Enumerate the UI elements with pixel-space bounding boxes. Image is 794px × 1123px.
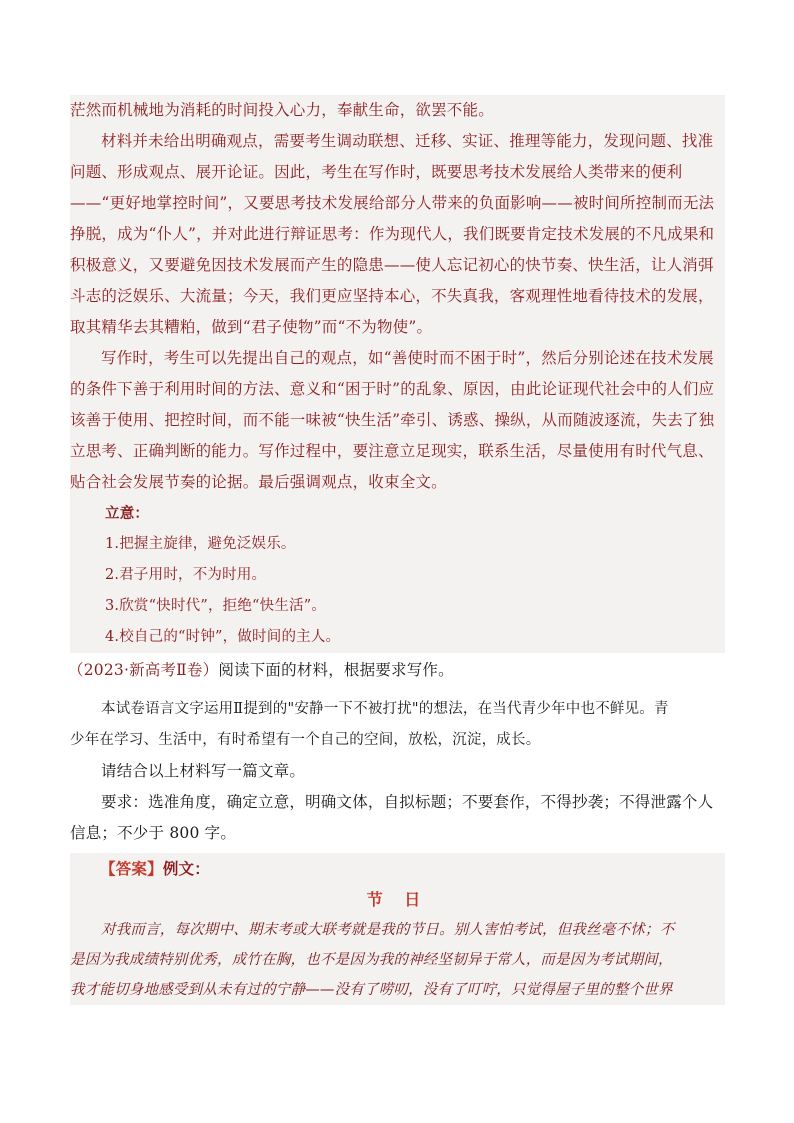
page-content bbox=[70, 95, 725, 1005]
question-intro: 阅读下面的材料，根据要求写作。 bbox=[218, 661, 454, 679]
analysis-line: 写作时，考生可以先提出自己的观点，如“善使时而不困于时”，然后分别论述在技术发展 bbox=[101, 349, 714, 367]
analysis-line: 挣脱，成为“仆人”，并对此进行辩证思考：作为现代人，我们既要肯定技术发展的不凡成果和 bbox=[70, 225, 715, 243]
intent-item: 4.校自己的“时钟”，做时间的主人。 bbox=[105, 629, 341, 645]
analysis-line: 的条件下善于利用时间的方法、意义和“困于时”的乱象、原因，由此论证现代社会中的人们应 bbox=[70, 380, 715, 398]
analysis-line: 斗志的泛娱乐、大流量；今天，我们更应坚持本心，不失真我，客观理性地看待技术的发展， bbox=[70, 287, 714, 305]
analysis-line: ——“更好地掌控时间”，又要思考技术发展给部分人带来的负面影响——被时间所控制而无法 bbox=[70, 194, 715, 212]
intent-item: 1.把握主旋律，避免泛娱乐。 bbox=[105, 536, 296, 552]
analysis-line: 材料并未给出明确观点，需要考生调动联想、迁移、实证、推理等能力，发现问题、找准 bbox=[101, 132, 714, 150]
essay-line: 我才能切身地感受到从未有过的宁静——没有了唠叨，没有了叮咛，只觉得屋子里的整个世界 bbox=[70, 982, 673, 998]
analysis-line: 该善于使用、把控时间，而不能一味被“快生活”牵引、诱惑、操纵，从而随波逐流，失去了独 bbox=[70, 411, 715, 429]
essay-title: 节 日 bbox=[366, 890, 429, 909]
analysis-section bbox=[70, 95, 725, 653]
intent-heading: 立意： bbox=[105, 505, 150, 522]
analysis-line: 立思考、正确判断的能力。写作过程中，要注意立足现实，联系生活，尽量使用有时代气息、 bbox=[70, 442, 714, 460]
analysis-line: 积极意义，又要避免因技术发展而产生的隐患——使人忘记初心的快节奏、快生活，让人消弭 bbox=[70, 256, 714, 274]
analysis-line: 茫然而机械地为消耗的时间投入心力，奉献生命，欲罢不能。 bbox=[70, 101, 494, 119]
material-line: 少年在学习、生活中，有时希望有一个自己的空间，放松，沉淀，成长。 bbox=[70, 732, 541, 748]
answer-heading bbox=[70, 853, 725, 884]
essay-line: 是因为我成绩特别优秀，成竹在胸，也不是因为我的神经坚韧异于常人，而是因为考试期间， bbox=[70, 952, 673, 968]
question-section bbox=[70, 653, 725, 849]
intent-item: 2.君子用时，不为时用。 bbox=[105, 567, 267, 583]
requirement-line: 信息；不少于 800 字。 bbox=[70, 824, 237, 842]
material-line: 本试卷语言文字运用Ⅱ提到的"安静一下不被打扰"的想法，在当代青少年中也不鲜见。青 bbox=[101, 701, 669, 717]
analysis-line: 问题、形成观点、展开论证。因此，考生在写作时，既要思考技术发展给人类带来的便利 bbox=[70, 163, 683, 181]
question-header bbox=[68, 655, 725, 686]
question-source: （2023·新高考Ⅱ卷） bbox=[68, 661, 219, 679]
requirement-line: 要求：选准角度，确定立意，明确文体，自拟标题；不要套作，不得抄袭；不得泄露个人 bbox=[101, 793, 714, 811]
answer-label: 例文： bbox=[162, 859, 210, 878]
analysis-line: 贴合社会发展节奏的论据。最后强调观点，收束全文。 bbox=[70, 473, 447, 491]
analysis-line: 取其精华去其糟粕，做到“君子使物”而“不为物使”。 bbox=[70, 318, 433, 336]
intent-item: 3.欣赏“快时代”，拒绝“快生活”。 bbox=[105, 598, 327, 614]
writing-prompt: 请结合以上材料写一篇文章。 bbox=[101, 762, 306, 780]
essay-line: 对我而言，每次期中、期末考或大联考就是我的节日。别人害怕考试，但我丝毫不怵；不 bbox=[101, 922, 675, 938]
answer-bracket-label: 【答案】 bbox=[100, 859, 163, 878]
answer-section bbox=[70, 853, 725, 1005]
